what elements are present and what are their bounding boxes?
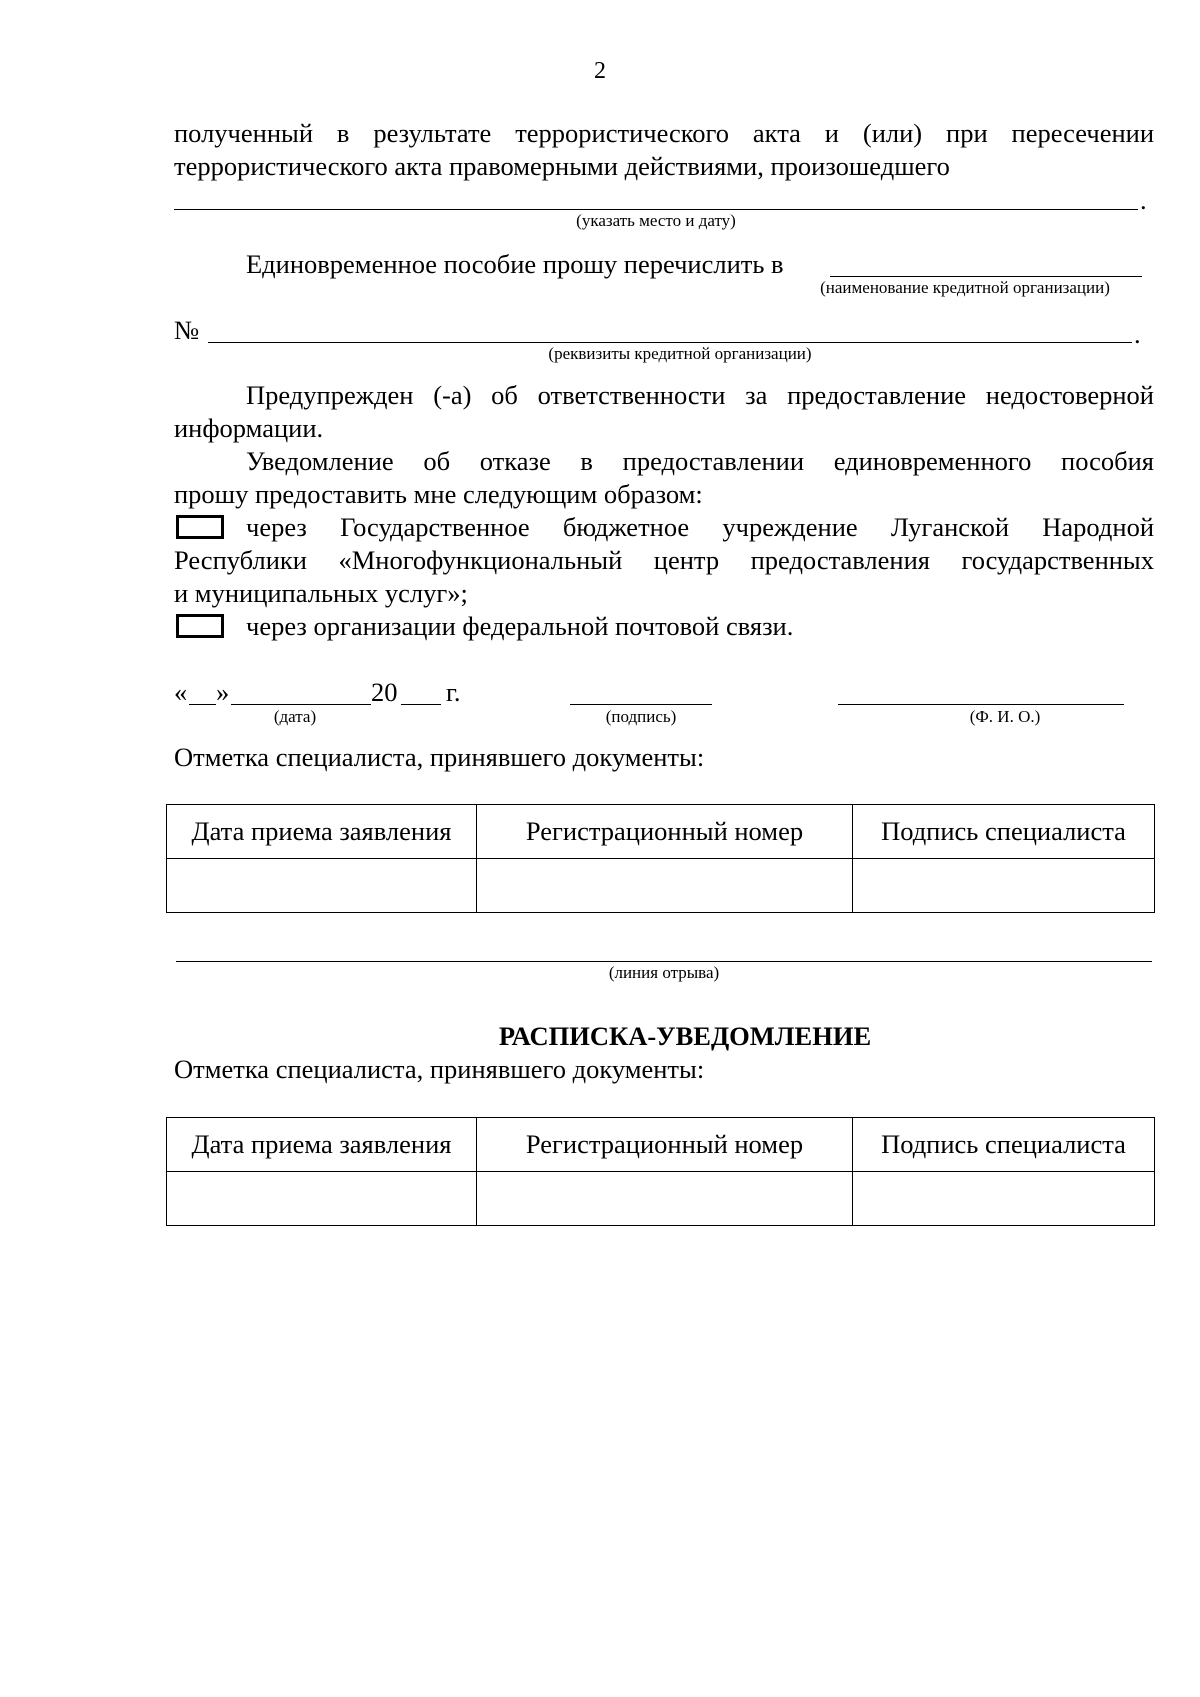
place-date-caption: (указать место и дату)	[576, 211, 736, 230]
notice-line: прошу предоставить мне следующим образом:	[174, 479, 703, 509]
header-reg-number: Регистрационный номер	[477, 805, 853, 859]
quote-close: »	[216, 677, 230, 707]
header-date: Дата приема заявления	[167, 805, 477, 859]
year-suffix: г.	[446, 677, 461, 707]
cell-signature[interactable]	[853, 859, 1155, 913]
tear-line-caption: (линия отрыва)	[608, 963, 720, 982]
date-caption: (дата)	[273, 707, 317, 726]
cell-signature[interactable]	[853, 1172, 1155, 1226]
header-reg-number: Регистрационный номер	[477, 1118, 853, 1172]
full-name-caption: (Ф. И. О.)	[969, 707, 1041, 726]
specialist-mark: Отметка специалиста, принявшего документы:	[174, 742, 705, 772]
option-line: через Государственное бюджетное учреждение Луганской Народной	[246, 512, 1154, 542]
option-line: Республики «Многофункциональный центр предоставления государственных	[174, 545, 1154, 575]
warning-line: Предупрежден (-а) об ответственности за предоставление недостоверной	[246, 380, 1154, 410]
bank-details-caption: (реквизиты кредитной организации)	[548, 344, 812, 363]
receipt-specialist-mark: Отметка специалиста, принявшего документы:	[174, 1054, 705, 1084]
cell-date[interactable]	[167, 1172, 477, 1226]
full-name-line[interactable]	[838, 704, 1124, 705]
page-number: 2	[594, 58, 606, 84]
mfc-option-checkbox[interactable]	[176, 515, 224, 539]
bank-name-line[interactable]	[830, 276, 1142, 277]
header-signature: Подпись специалиста	[853, 1118, 1155, 1172]
bank-name-caption: (наименование кредитной организации)	[820, 278, 1110, 297]
header-signature: Подпись специалиста	[853, 805, 1155, 859]
day-line[interactable]	[189, 704, 216, 705]
paragraph-line: полученный в результате террористического акта и (или) при пересечении	[174, 118, 1154, 148]
signature-caption: (подпись)	[605, 707, 677, 726]
cell-reg-number[interactable]	[477, 859, 853, 913]
month-line[interactable]	[231, 704, 371, 705]
year-line[interactable]	[401, 704, 441, 705]
receipt-table	[166, 1117, 1155, 1226]
period-mark: .	[1140, 185, 1147, 215]
bank-details-line[interactable]	[208, 342, 1132, 343]
cell-reg-number[interactable]	[477, 1172, 853, 1226]
tear-line	[176, 961, 1152, 962]
quote-open: «	[174, 677, 188, 707]
warning-line: информации.	[174, 413, 324, 443]
year-prefix: 20	[371, 677, 398, 707]
option-line: и муниципальных услуг»;	[174, 578, 468, 608]
registration-table	[166, 804, 1155, 913]
receipt-title: РАСПИСКА-УВЕДОМЛЕНИЕ	[498, 1021, 872, 1051]
cell-date[interactable]	[167, 859, 477, 913]
post-option-checkbox[interactable]	[176, 614, 224, 638]
period-mark: .	[1134, 319, 1141, 349]
bank-transfer-text: Единовременное пособие прошу перечислить в	[246, 249, 784, 279]
paragraph-line: террористического акта правомерными действиями, произошедшего	[174, 151, 950, 181]
signature-line[interactable]	[570, 704, 712, 705]
notice-line: Уведомление об отказе в предоставлении единовременного пособия	[246, 446, 1154, 476]
place-date-line[interactable]	[174, 209, 1138, 210]
number-sign: №	[174, 315, 200, 345]
option-line: через организации федеральной почтовой связи.	[246, 611, 794, 641]
header-date: Дата приема заявления	[167, 1118, 477, 1172]
